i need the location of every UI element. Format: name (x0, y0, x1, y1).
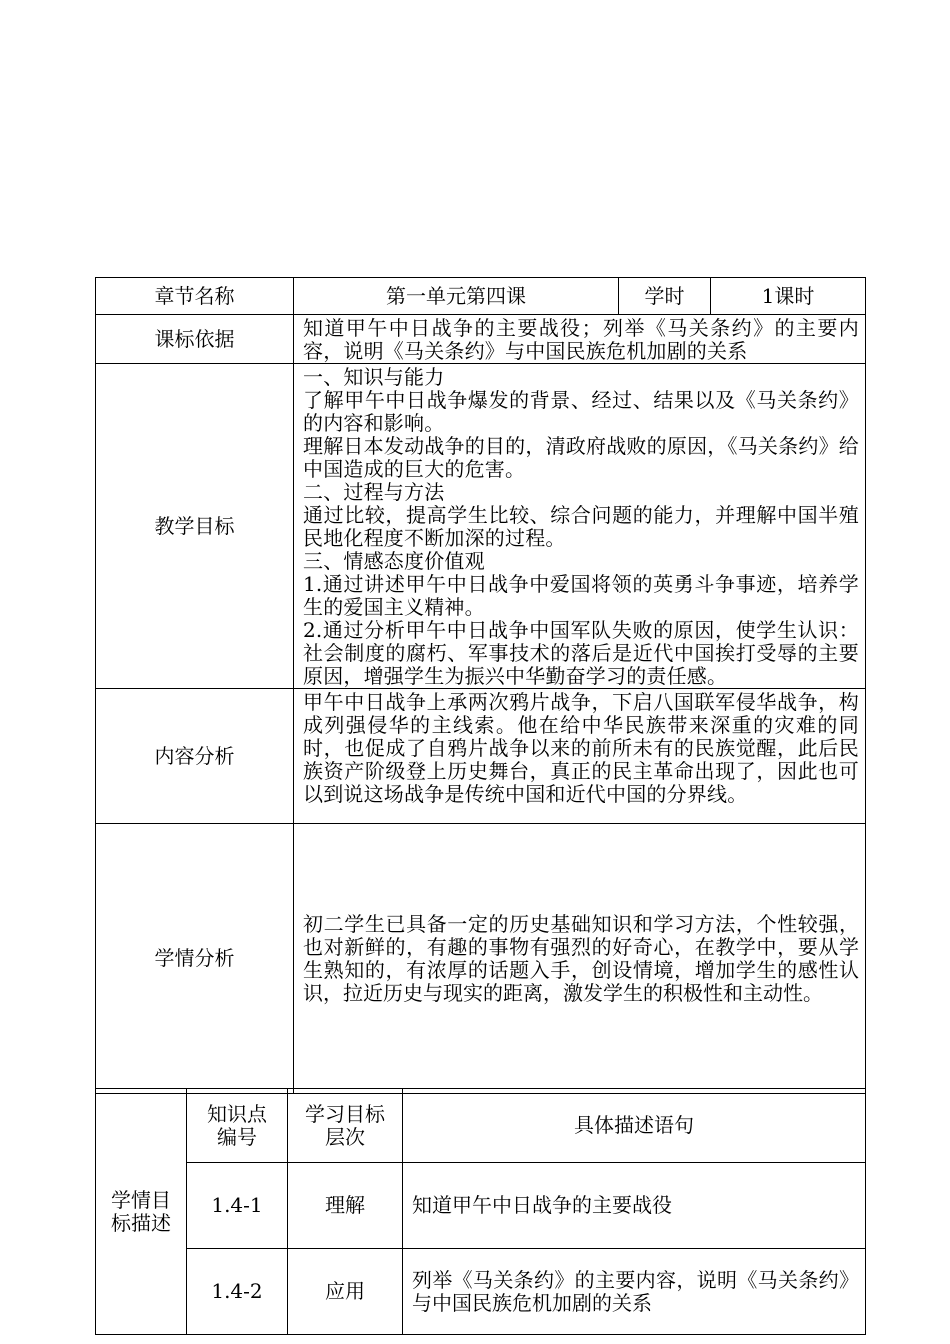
chapter-label: 章节名称 (96, 278, 294, 315)
table-row (96, 1163, 866, 1249)
goals-label: 教学目标 (96, 364, 294, 689)
learner-text: 初二学生已具备一定的历史基础知识和学习方法，个性较强，也对新鲜的，有趣的事物有强烈的好奇心，在教学中，要从学生熟知的，有浓厚的话题入手，创设情境，增加学生的感性认识，拉近历史与现实的距离，激发学生的积极性和主动性。 (294, 824, 866, 1094)
objectives-row-label: 学情目标描述 (96, 1089, 187, 1335)
basis-label: 课标依据 (96, 315, 294, 364)
objective-level: 应用 (288, 1249, 403, 1335)
col-header-id: 知识点编号 (187, 1089, 288, 1163)
col-header-level: 学习目标层次 (288, 1089, 403, 1163)
table-row (96, 1249, 866, 1335)
chapter-value: 第一单元第四课 (294, 278, 619, 315)
table-row (96, 278, 866, 315)
table-row (96, 824, 866, 1094)
table-row (96, 315, 866, 364)
table-row (96, 689, 866, 824)
objectives-table (95, 1088, 866, 1335)
table-row (96, 364, 866, 689)
col-header-desc: 具体描述语句 (403, 1089, 866, 1163)
goals-text (294, 364, 866, 689)
goals-line: 通过比较，提高学生比较、综合问题的能力，并理解中国半殖民地化程度不断加深的过程。 (303, 503, 859, 550)
objective-level: 理解 (288, 1163, 403, 1249)
hours-value: 1课时 (711, 278, 866, 315)
objective-desc: 知道甲午中日战争的主要战役 (403, 1163, 866, 1249)
objective-desc: 列举《马关条约》的主要内容，说明《马关条约》与中国民族危机加剧的关系 (403, 1249, 866, 1335)
content-label: 内容分析 (96, 689, 294, 824)
goals-line: 一、知识与能力 (303, 365, 445, 389)
goals-line: 二、过程与方法 (303, 480, 445, 504)
knowledge-id: 1.4-2 (187, 1249, 288, 1335)
learner-label: 学情分析 (96, 824, 294, 1094)
goals-line: 理解日本发动战争的目的，清政府战败的原因，《马关条约》给中国造成的巨大的危害。 (303, 434, 859, 481)
basis-text: 知道甲午中日战争的主要战役；列举《马关条约》的主要内容，说明《马关条约》与中国民族危机加剧的关系 (294, 315, 866, 364)
lesson-plan-table (95, 277, 866, 1094)
table-row (96, 1089, 866, 1163)
goals-line: 1.通过讲述甲午中日战争中爱国将领的英勇斗争事迹，培养学生的爱国主义精神。 (303, 572, 859, 619)
goals-line: 2.通过分析甲午中日战争中国军队失败的原因，使学生认识：社会制度的腐朽、军事技术的落后是近代中国挨打受辱的主要原因，增强学生为振兴中华勤奋学习的责任感。 (303, 618, 859, 688)
goals-line: 三、情感态度价值观 (303, 549, 485, 573)
hours-label: 学时 (619, 278, 711, 315)
content-text: 甲午中日战争上承两次鸦片战争，下启八国联军侵华战争，构成列强侵华的主线索。他在给中华民族带来深重的灾难的同时，也促成了自鸦片战争以来的前所未有的民族觉醒，此后民族资产阶级登上历史舞台，真正的民主革命出现了，因此也可以到说这场战争是传统中国和近代中国的分界线。 (294, 689, 866, 824)
goals-line: 了解甲午中日战争爆发的背景、经过、结果以及《马关条约》的内容和影响。 (303, 388, 859, 435)
knowledge-id: 1.4-1 (187, 1163, 288, 1249)
